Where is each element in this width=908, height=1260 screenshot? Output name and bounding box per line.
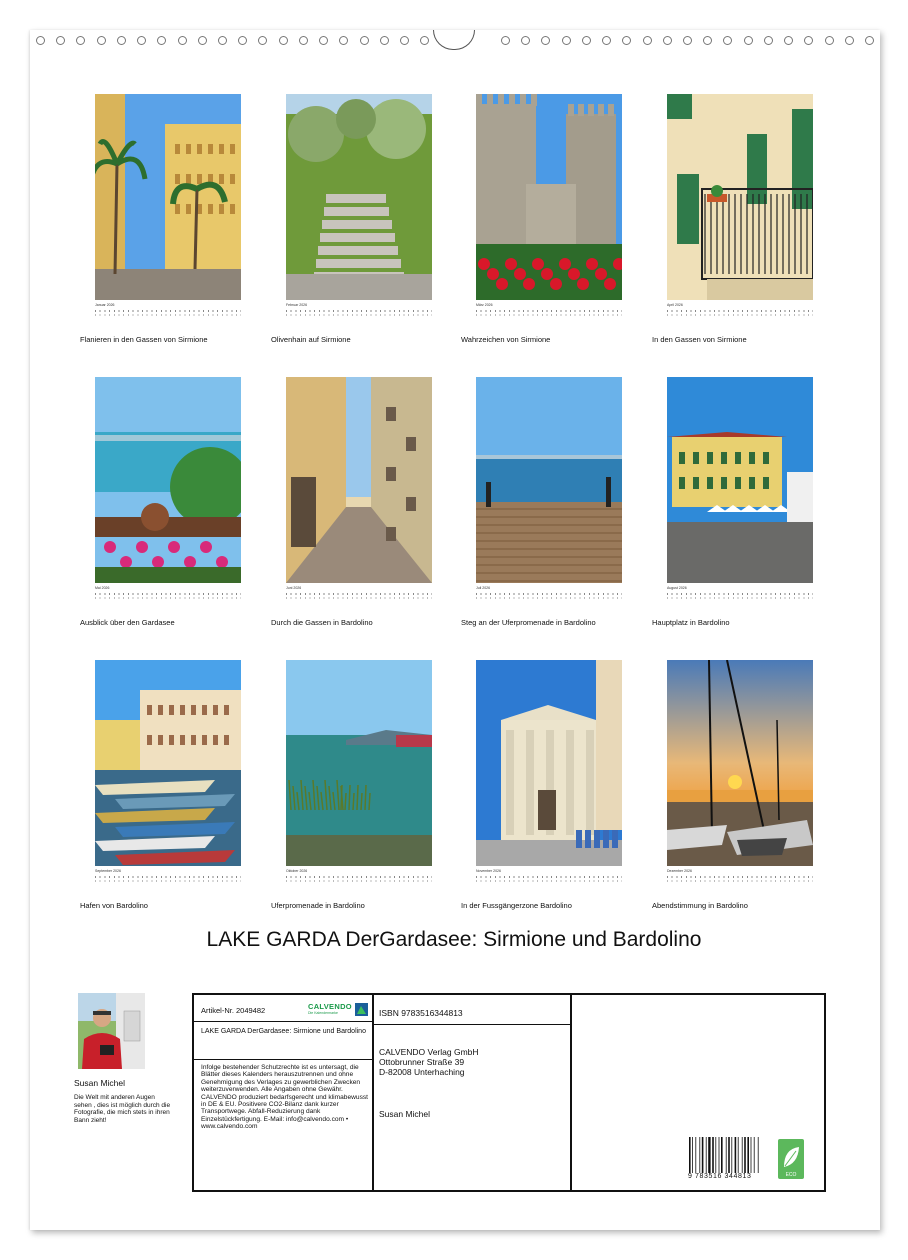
month-caption: Steg an der Uferpromenade in Bardolino: [461, 618, 596, 627]
month-caption: In der Fussgängerzone Bardolino: [461, 901, 572, 910]
month-label: Januar 2026: [95, 303, 115, 307]
binding-ring: [541, 36, 550, 45]
day-strip: [95, 875, 241, 883]
binding-ring: [258, 36, 267, 45]
month-photo: [286, 94, 432, 300]
month-photo: [286, 377, 432, 583]
day-strip: [95, 592, 241, 600]
short-title-row: [194, 1022, 372, 1060]
month-tile: [461, 377, 651, 627]
month-photo: [667, 377, 813, 583]
month-tile: [271, 94, 461, 344]
month-tile: [271, 377, 461, 627]
binding-ring: [117, 36, 126, 45]
month-tile: [271, 660, 461, 910]
binding-ring: [218, 36, 227, 45]
binding-ring: [360, 36, 369, 45]
month-label: April 2026: [667, 303, 683, 307]
binding-ring: [178, 36, 187, 45]
month-label: März 2026: [476, 303, 493, 307]
month-caption: Olivenhain auf Sirmione: [271, 335, 351, 344]
binding-ring: [157, 36, 166, 45]
binding-ring: [663, 36, 672, 45]
day-strip: [476, 592, 622, 600]
legal-text: Infolge bestehender Schutzrechte ist es untersagt, die Blätter dieses Kalenders herauszutrennen und ohne Genehmigung des Verlages zu gewerblichen Zwecken weiterzuverwenden. Alle Angaben ohne Gewähr. CALVENDO produziert bedarfsgerecht und klimabewusst in DE & EU. Positivere CO2-Bilanz dank kurzer Transportwege. Abfall-Reduzierung dank Einzelstückfertigung. E-Mail: info@calvendo.com • www.calvendo.com: [201, 1064, 368, 1131]
author-bio: Die Welt mit anderen Augen sehen , dies ist möglich durch die Fotografie, die mich stets in ihren Bann zieht!: [74, 1094, 171, 1124]
binding-ring: [622, 36, 631, 45]
month-tile: [80, 377, 270, 627]
binding-ring: [643, 36, 652, 45]
month-label: Mai 2026: [95, 586, 110, 590]
barcode-digits: 9 783516 344813: [688, 1173, 752, 1180]
binding-ring: [400, 36, 409, 45]
binding-ring: [703, 36, 712, 45]
info-column-middle: [374, 995, 572, 1190]
info-box: [192, 993, 826, 1192]
barcode: [688, 1137, 764, 1175]
day-strip: [667, 592, 813, 600]
month-photo: [95, 94, 241, 300]
binding-ring: [238, 36, 247, 45]
binding-ring: [137, 36, 146, 45]
binding-ring: [319, 36, 328, 45]
day-strip: [286, 309, 432, 317]
binding-ring: [744, 36, 753, 45]
day-strip: [476, 875, 622, 883]
binding-ring: [76, 36, 85, 45]
author-photo: [78, 993, 145, 1069]
binding-ring: [683, 36, 692, 45]
binding-ring: [784, 36, 793, 45]
binding-ring: [56, 36, 65, 45]
photographer-name: Susan Michel: [379, 1109, 431, 1119]
month-tile: [461, 94, 651, 344]
binding-ring: [602, 36, 611, 45]
month-label: Juni 2026: [286, 586, 302, 590]
month-photo: [95, 377, 241, 583]
binding-ring: [825, 36, 834, 45]
month-tile: [461, 660, 651, 910]
month-caption: Ausblick über den Gardasee: [80, 618, 175, 627]
info-column-left: [194, 995, 374, 1190]
month-caption: Uferpromenade in Bardolino: [271, 901, 365, 910]
month-caption: Flanieren in den Gassen von Sirmione: [80, 335, 208, 344]
month-tile: [652, 94, 842, 344]
month-label: Oktober 2026: [286, 869, 308, 873]
author-name: Susan Michel: [74, 1078, 126, 1088]
month-caption: Wahrzeichen von Sirmione: [461, 335, 551, 344]
isbn-row: [374, 995, 570, 1025]
month-photo: [286, 660, 432, 866]
month-photo: [476, 660, 622, 866]
day-strip: [95, 309, 241, 317]
month-tile: [80, 94, 270, 344]
binding-ring: [865, 36, 874, 45]
binding-ring: [97, 36, 106, 45]
binding-ring: [299, 36, 308, 45]
month-label: August 2026: [667, 586, 687, 590]
month-tile: [652, 377, 842, 627]
month-caption: Abendstimmung in Bardolino: [652, 901, 748, 910]
binding-ring: [764, 36, 773, 45]
day-strip: [667, 309, 813, 317]
month-label: November 2026: [476, 869, 501, 873]
calvendo-logo: CALVENDO Die Kalendermarke: [308, 1002, 368, 1018]
binding-ring: [845, 36, 854, 45]
month-photo: [95, 660, 241, 866]
month-tile: [652, 660, 842, 910]
short-title: LAKE GARDA DerGardasee: Sirmione und Bardolino: [201, 1028, 366, 1035]
binding-ring: [582, 36, 591, 45]
svg-text:ECO: ECO: [785, 1172, 797, 1178]
binding-ring: [562, 36, 571, 45]
article-row: [194, 995, 372, 1022]
day-strip: [286, 592, 432, 600]
binding-ring: [521, 36, 530, 45]
month-photo: [476, 94, 622, 300]
eco-leaf-icon: [778, 1139, 804, 1179]
month-tile: [80, 660, 270, 910]
binding-ring: [380, 36, 389, 45]
month-caption: Durch die Gassen in Bardolino: [271, 618, 373, 627]
day-strip: [476, 309, 622, 317]
month-label: Februar 2026: [286, 303, 308, 307]
month-photo: [667, 94, 813, 300]
day-strip: [286, 875, 432, 883]
month-caption: Hauptplatz in Bardolino: [652, 618, 730, 627]
binding-ring: [723, 36, 732, 45]
article-number: Artikel-Nr. 2049482: [201, 1006, 266, 1015]
month-label: September 2026: [95, 869, 121, 873]
binding-ring: [420, 36, 429, 45]
month-photo: [667, 660, 813, 866]
month-caption: In den Gassen von Sirmione: [652, 335, 747, 344]
month-label: Dezember 2026: [667, 869, 692, 873]
calendar-title: LAKE GARDA DerGardasee: Sirmione und Bardolino: [206, 928, 702, 951]
binding-ring: [501, 36, 510, 45]
calvendo-mark-icon: [355, 1003, 368, 1016]
info-column-right: [572, 995, 824, 1190]
day-strip: [667, 875, 813, 883]
binding-ring: [36, 36, 45, 45]
month-photo: [476, 377, 622, 583]
binding-ring: [804, 36, 813, 45]
isbn: ISBN 9783516344813: [379, 1008, 463, 1018]
binding-ring: [279, 36, 288, 45]
month-label: Juli 2026: [476, 586, 491, 590]
binding-ring: [198, 36, 207, 45]
publisher-address: CALVENDO Verlag GmbH Ottobrunner Straße 39 D-82008 Unterhaching: [379, 1047, 479, 1077]
binding-ring: [339, 36, 348, 45]
month-caption: Hafen von Bardolino: [80, 901, 148, 910]
